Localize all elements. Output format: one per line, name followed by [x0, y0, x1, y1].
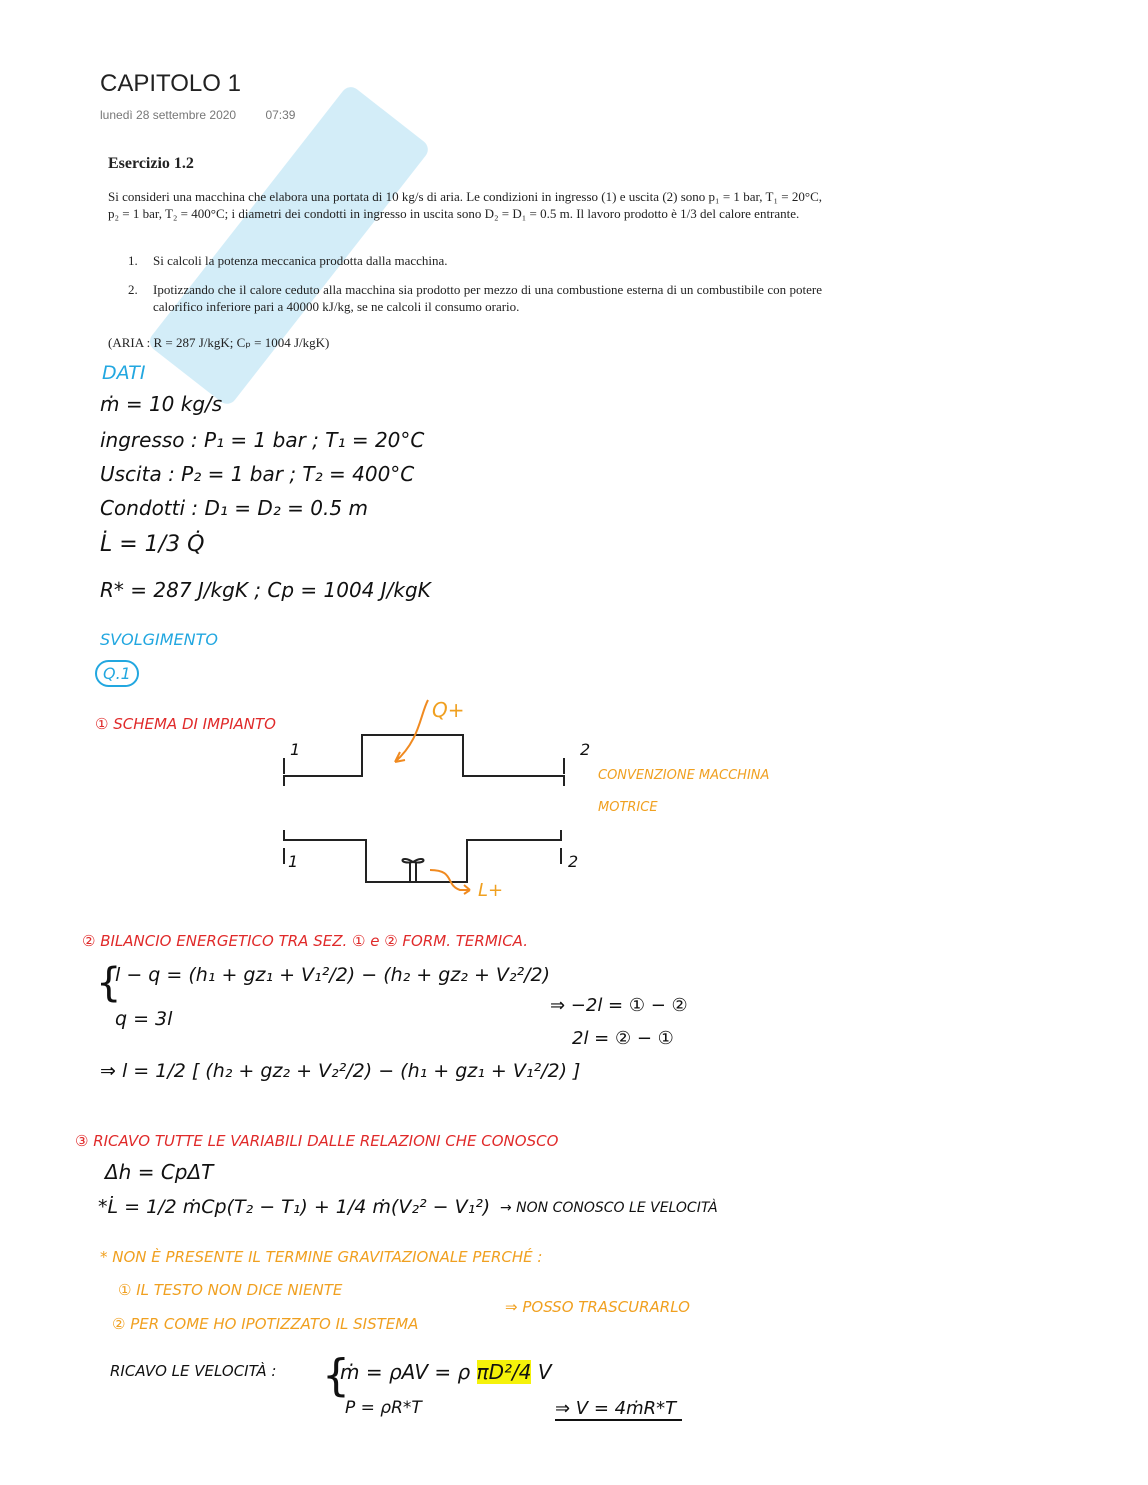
heat-in-label: Q+ — [432, 698, 465, 722]
exercise-statement: Si consideri una macchina che elabora una portata di 10 kg/s di aria. Le condizioni in ingresso (1) e uscita (2) sono p₁ = 1 bar, T₁ = 20°C, p₂ = 1 bar, T₂ = 400°C; i diametri dei condotti in ingresso in uscita sono D₂ = D₁ = 0.5 m. Il lavoro prodotto è 1/3 del calore entrante. — [108, 189, 822, 221]
page-date: lunedì 28 settembre 2020 — [100, 108, 237, 122]
page-title: CAPITOLO 1 — [100, 70, 241, 97]
question-item — [128, 252, 822, 269]
equation-mass-flow — [340, 1360, 552, 1384]
section2-bottom-label: 2 — [568, 852, 579, 871]
question-number: 1. — [128, 253, 138, 268]
gravity-reason-2: ② PER COME HO IPOTIZZATO IL SISTEMA — [112, 1315, 419, 1333]
shaft-icon — [402, 859, 423, 882]
exercise-questions — [128, 252, 822, 327]
plant-schematic — [270, 690, 600, 910]
page-meta — [100, 108, 321, 122]
dati-line-inlet: ingresso : P₁ = 1 bar ; T₁ = 20°C — [100, 428, 425, 452]
velocity-system-brace-icon: { — [322, 1350, 350, 1401]
dati-line-ducts: Condotti : D₁ = D₂ = 0.5 m — [100, 496, 368, 520]
air-constants: (ARIA : R = 287 J/kgK; Cₚ = 1004 J/kgK) — [108, 335, 330, 350]
question-item — [128, 281, 822, 315]
system-brace-icon: { — [96, 960, 122, 1006]
step2-heading: ② BILANCIO ENERGETICO TRA SEZ. ① e ② FORM. TERMICA. — [82, 932, 528, 950]
equation-velocity: ⇒ V = 4ṁR*T — [555, 1398, 682, 1421]
equation-side-note-1: ⇒ −2l = ① − ② — [550, 995, 688, 1016]
equation-energy-balance: l − q = (h₁ + gz₁ + V₁²/2) − (h₂ + gz₂ + V₂²/2) — [115, 964, 551, 986]
watermark-banner — [146, 83, 432, 408]
work-out-label: L+ — [478, 880, 504, 901]
q1-circled-label: Q.1 — [95, 660, 139, 687]
section1-bottom-label: 1 — [288, 852, 299, 871]
dati-line-mass-flow: ṁ = 10 kg/s — [100, 392, 223, 416]
gravity-reason-1: ① IL TESTO NON DICE NIENTE — [118, 1281, 343, 1299]
dati-line-gas-constants: R* = 287 J/kgK ; Cp = 1004 J/kgK — [100, 578, 431, 602]
equation-area-highlight: πD²/4 — [476, 1360, 532, 1384]
heat-arrow — [395, 700, 428, 762]
equation-ideal-gas: P = ρR*T — [345, 1398, 422, 1418]
equation-work-result: ⇒ l = 1/2 [ (h₂ + gz₂ + V₂²/2) − (h₁ + gz₁ + V₁²/2) ] — [100, 1060, 581, 1082]
dati-heading: DATI — [102, 362, 146, 384]
unknown-velocity-note: → NON CONOSCO LE VELOCITÀ — [500, 1200, 718, 1216]
convention-label-line1: CONVENZIONE MACCHINA — [598, 768, 770, 783]
machine-bottom-outline — [284, 830, 561, 882]
dati-line-work-ratio: L̇ = 1/3 Q̇ — [100, 532, 205, 557]
equation-enthalpy: Δh = CpΔT — [105, 1160, 214, 1184]
gravity-term-note: * NON È PRESENTE IL TERMINE GRAVITAZIONALE PERCHÉ : — [100, 1248, 543, 1266]
section1-top-label: 1 — [290, 740, 301, 759]
equation-power: *L̇ = 1/2 ṁCp(T₂ − T₁) + 1/4 ṁ(V₂² − V₁²) — [98, 1196, 491, 1218]
equation-mass-flow-end: V — [537, 1360, 552, 1384]
question-text: Si calcoli la potenza meccanica prodotta dalla macchina. — [153, 253, 448, 268]
gravity-conclusion: ⇒ POSSO TRASCURARLO — [505, 1298, 690, 1316]
question-text: Ipotizzando che il calore ceduto alla macchina sia prodotto per mezzo di una combustione esterna di un combustibile con potere calorifico inferiore pari a 40000 kJ/kg, se ne calcoli il consumo orario. — [153, 282, 822, 314]
step1-heading: ① SCHEMA DI IMPIANTO — [95, 715, 276, 733]
convention-label-line2: MOTRICE — [598, 800, 658, 815]
svolgimento-heading: SVOLGIMENTO — [100, 630, 218, 649]
page-time: 07:39 — [265, 108, 296, 122]
equation-mass-flow-start: ṁ = ρAV = ρ — [340, 1360, 471, 1384]
question-number: 2. — [128, 282, 138, 297]
machine-top-outline — [284, 735, 564, 786]
velocity-heading: RICAVO LE VELOCITÀ : — [110, 1362, 277, 1380]
dati-line-outlet: Uscita : P₂ = 1 bar ; T₂ = 400°C — [100, 462, 415, 486]
exercise-title: Esercizio 1.2 — [108, 155, 194, 172]
equation-side-note-2: 2l = ② − ① — [572, 1028, 674, 1049]
section2-top-label: 2 — [580, 740, 591, 759]
step3-heading: ③ RICAVO TUTTE LE VARIABILI DALLE RELAZIONI CHE CONOSCO — [75, 1132, 559, 1150]
equation-heat-work-relation: q = 3l — [115, 1008, 173, 1030]
